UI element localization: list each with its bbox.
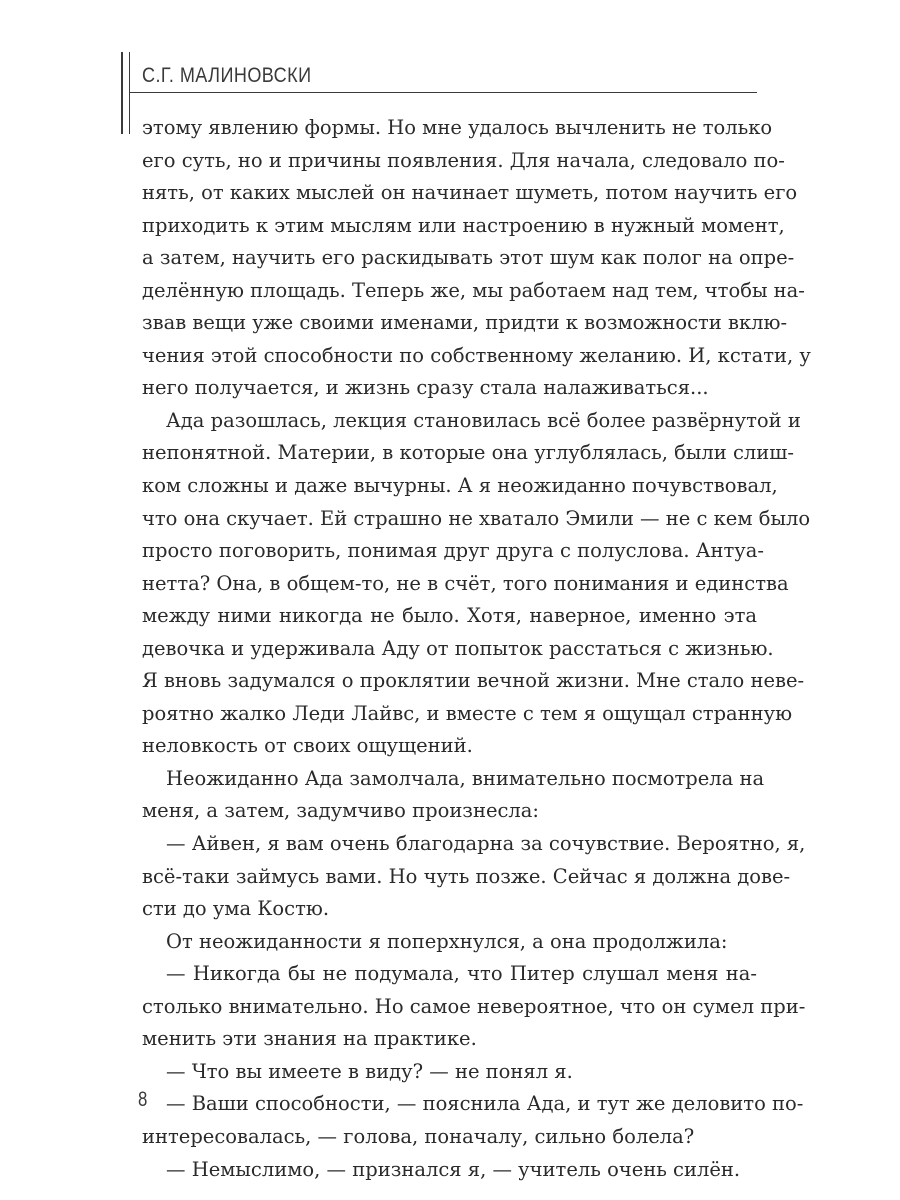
text-line: делённую площадь. Теперь же, мы работаем над тем, чтобы на- — [142, 278, 805, 302]
text-line: всё-таки займусь вами. Но чуть позже. Сейчас я должна дове- — [142, 864, 791, 888]
text-line: непонятной. Материи, в которые она углублялась, были слиш- — [142, 441, 795, 465]
text-line: Я вновь задумался о проклятии вечной жизни. Мне стало неве- — [142, 669, 805, 693]
header-horizontal-rule — [129, 92, 757, 93]
text-line: сти до ума Костю. — [142, 897, 330, 921]
text-line: интересовалась, — голова, поначалу, сильно болела? — [142, 1124, 695, 1148]
header-vertical-rule-thick — [121, 52, 123, 134]
text-line: От неожиданности я поперхнулся, а она продолжила: — [166, 929, 728, 953]
text-line: столько внимательно. Но самое невероятное, что он сумел при- — [142, 994, 806, 1018]
text-line: что она скучает. Ей страшно не хватало Эмили — не с кем было — [142, 506, 811, 530]
text-line: менить эти знания на практике. — [142, 1027, 477, 1051]
text-line: а затем, научить его раскидывать этот шум как полог на опре- — [142, 246, 795, 270]
text-line: девочка и удерживала Аду от попыток расстаться с жизнью. — [142, 636, 774, 660]
text-line: чения этой способности по собственному желанию. И, кстати, у — [142, 343, 811, 367]
text-line: этому явлению формы. Но мне удалось вычленить не только — [142, 116, 773, 139]
text-line: роятно жалко Леди Лайвс, и вместе с тем я ощущал странную — [142, 701, 793, 725]
text-line: приходить к этим мыслям или настроению в нужный момент, — [142, 213, 785, 237]
text-line: звав вещи уже своими именами, придти к возможности вклю- — [142, 311, 788, 335]
text-line: Ада разошлась, лекция становилась всё более развёрнутой и — [166, 408, 801, 432]
header-vertical-rule-thin — [129, 52, 130, 134]
text-line: нетта? Она, в общем-то, не в счёт, того понимания и единства — [142, 571, 789, 595]
text-line: — Что вы имеете в виду? — не понял я. — [166, 1059, 573, 1083]
text-line: Неожиданно Ада замолчала, внимательно посмотрела на — [166, 766, 765, 790]
text-line: него получается, и жизнь сразу стала налаживаться... — [142, 376, 709, 400]
text-line: его суть, но и причины появления. Для начала, следовало по- — [142, 148, 785, 172]
text-line: неловкость от своих ощущений. — [142, 734, 473, 758]
body-text — [142, 112, 811, 1186]
text-line: — Немыслимо, — признался я, — учитель очень силён. — [166, 1157, 741, 1181]
text-line: — Айвен, я вам очень благодарна за сочувствие. Вероятно, я, — [166, 832, 806, 856]
text-line: — Ваши способности, — пояснила Ада, и тут же деловито по- — [166, 1092, 804, 1116]
text-line: между ними никогда не было. Хотя, наверное, именно эта — [142, 604, 757, 628]
text-line: нять, от каких мыслей он начинает шуметь, потом научить его — [142, 181, 798, 205]
text-line: меня, а затем, задумчиво произнесла: — [142, 799, 539, 823]
text-line: просто поговорить, понимая друг друга с полуслова. Антуа- — [142, 539, 764, 563]
page-number: 8 — [138, 1088, 148, 1111]
text-line: ком сложны и даже вычурны. А я неожиданно почувствовал, — [142, 474, 778, 498]
running-head-author: С.Г. МАЛИНОВСКИ — [142, 64, 312, 87]
text-line: — Никогда бы не подумала, что Питер слушал меня на- — [166, 962, 757, 986]
